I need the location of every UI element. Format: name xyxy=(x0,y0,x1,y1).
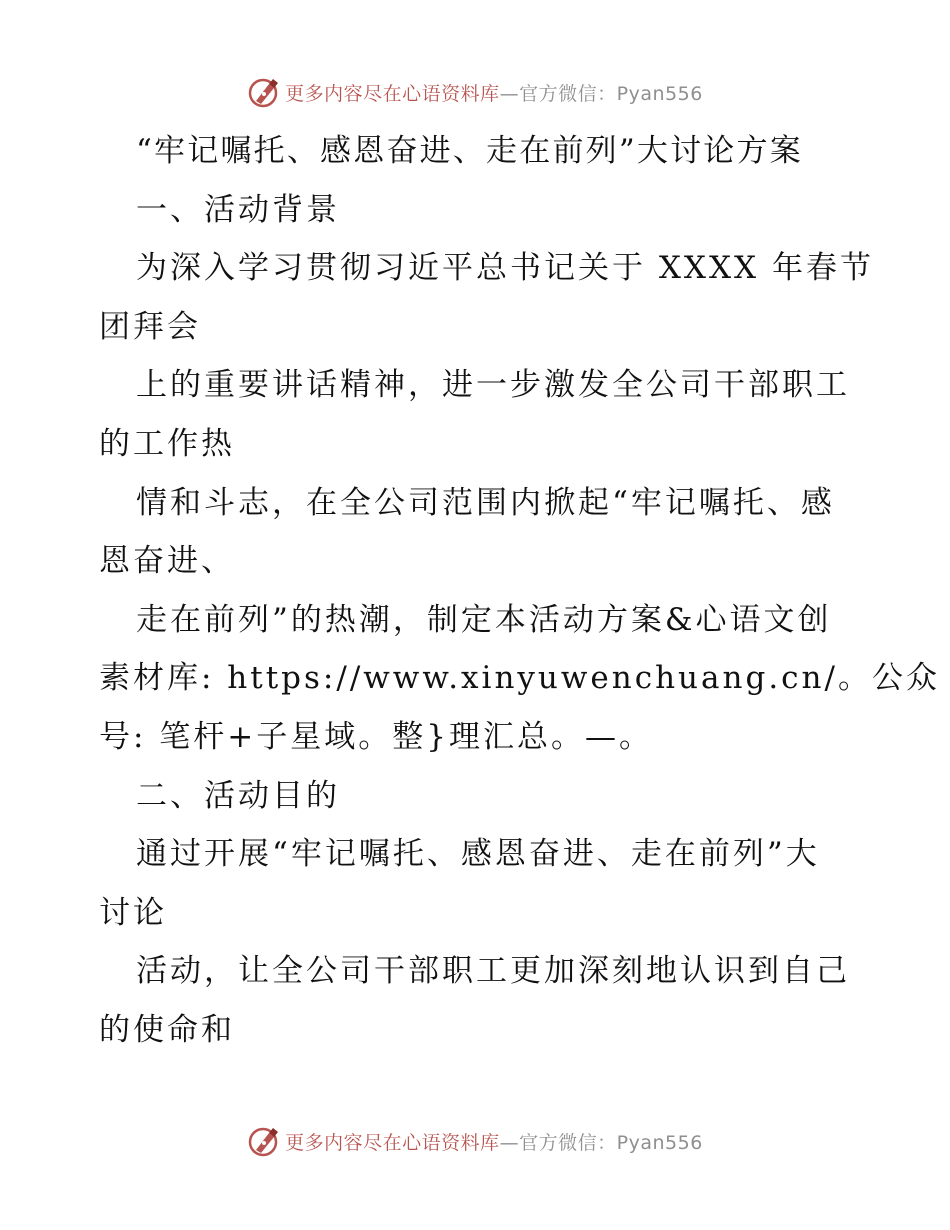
section-heading-background: 一、活动背景 xyxy=(136,191,340,228)
paragraph-line: 号: 笔杆+子星域。整}理汇总。—。 xyxy=(99,718,653,755)
pen-nib-logo-icon xyxy=(247,75,281,109)
paragraph-line: 活动，让全公司干部职工更加深刻地认识到自己 xyxy=(136,953,850,990)
paragraph-line: 情和斗志，在全公司范围内掀起“牢记嘱托、感 xyxy=(136,484,835,521)
paragraph-line: 上的重要讲话精神，进一步激发全公司干部职工 xyxy=(136,367,850,404)
paragraph-line: 通过开展“牢记嘱托、感恩奋进、走在前列”大 xyxy=(136,836,820,873)
watermark-brand: 更多内容尽在心语资料库 xyxy=(285,1131,500,1154)
document-body xyxy=(99,122,940,1060)
paragraph-line: 讨论 xyxy=(99,894,167,931)
watermark-text xyxy=(285,1128,703,1155)
paragraph-line: 为深入学习贯彻习近平总书记关于 XXXX 年春节 xyxy=(136,250,874,287)
section-heading-purpose: 二、活动目的 xyxy=(136,777,340,814)
paragraph-line: 的使命和 xyxy=(99,1011,235,1048)
paragraph-line: 团拜会 xyxy=(99,308,201,345)
footer-watermark xyxy=(0,1121,950,1161)
paragraph-line: 走在前列”的热潮，制定本活动方案&心语文创 xyxy=(136,601,832,638)
document-title: “牢记嘱托、感恩奋进、走在前列”大讨论方案 xyxy=(136,133,803,169)
watermark-text xyxy=(285,79,703,106)
paragraph-line: 的工作热 xyxy=(99,425,235,462)
header-watermark xyxy=(0,72,950,112)
watermark-contact: —官方微信：Pyan556 xyxy=(499,1131,703,1154)
watermark-brand: 更多内容尽在心语资料库 xyxy=(285,82,500,105)
pen-nib-logo-icon xyxy=(247,1124,281,1158)
paragraph-line: 素材库: https://www.xinyuwenchuang.cn/。公众 xyxy=(99,660,940,697)
watermark-contact: —官方微信：Pyan556 xyxy=(499,82,703,105)
paragraph-line: 恩奋进、 xyxy=(99,543,235,580)
